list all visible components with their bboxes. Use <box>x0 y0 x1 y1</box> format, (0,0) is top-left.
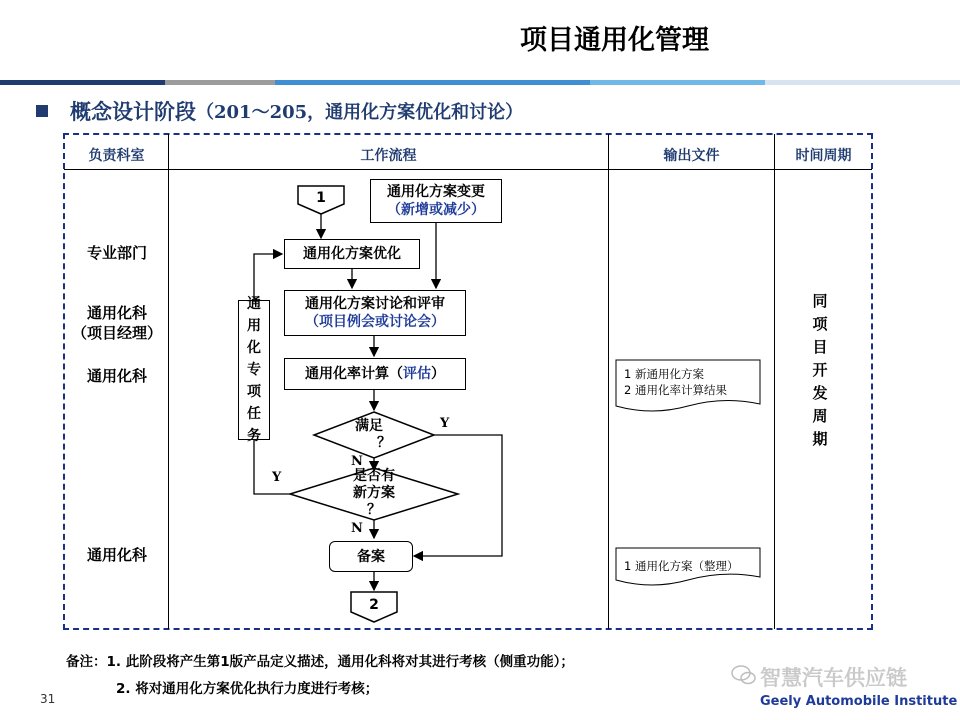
plan-change-line2: （新增或减少） <box>387 202 485 218</box>
dept-commonization-1: 通用化科 <box>86 367 147 385</box>
output-document-1-line2: 2 通用化率计算结果 <box>624 383 727 397</box>
rate-calc-prefix: 通用化率计算（ <box>305 366 403 382</box>
newplan-yes-label: Y <box>272 470 282 485</box>
dept-commonization-pm-text: 通用化科 （项目经理） <box>71 304 162 342</box>
rate-calc-highlight: 评估 <box>403 366 431 382</box>
plan-change-line1: 通用化方案变更 <box>387 184 485 200</box>
archive-box <box>329 541 413 572</box>
rate-calc-box <box>284 358 466 390</box>
chat-bubble-icon <box>731 664 757 686</box>
dept-commonization-2: 通用化科 <box>86 546 147 564</box>
slide-title: 项目通用化管理 <box>520 25 709 56</box>
time-period-label: 同项目开发周期 <box>812 292 828 448</box>
satisfy-line1: 满足 <box>355 418 383 434</box>
column-header-period: 时间周期 <box>795 148 852 164</box>
plan-optimize-label: 通用化方案优化 <box>303 246 401 262</box>
arrow-newplan-yes <box>254 440 290 494</box>
satisfy-decision-label <box>334 418 414 452</box>
newplan-line1: 是否有 <box>353 468 395 484</box>
column-header-department: 负责科室 <box>88 148 145 164</box>
satisfy-yes-label: Y <box>440 416 450 431</box>
plan-optimize-box <box>284 239 420 269</box>
rate-calc-suffix: ） <box>431 366 445 382</box>
column-header-output: 输出文件 <box>663 148 720 164</box>
plan-discuss-line2: （项目例会或讨论会） <box>305 314 445 330</box>
column-header-workflow: 工作流程 <box>360 148 417 164</box>
side-task-box <box>238 296 270 444</box>
newplan-decision-label <box>334 468 414 519</box>
plan-change-box <box>370 179 502 223</box>
end-connector-label: 2 <box>369 597 379 613</box>
output-document-1-line1: 1 新通用化方案 <box>624 367 704 381</box>
start-connector-label: 1 <box>316 190 326 206</box>
output-document-2 <box>616 554 760 578</box>
archive-label: 备案 <box>357 548 385 565</box>
output-document-2-line1: 1 通用化方案（整理） <box>624 559 739 573</box>
note-line-2: 2. 将对通用化方案优化执行力度进行考核； <box>116 681 379 697</box>
footer-brand: Geely Automobile Institute <box>760 694 958 709</box>
side-task-label: 通用化专项任务 <box>247 296 261 444</box>
satisfy-line2: ？ <box>377 435 391 451</box>
newplan-line3: ？ <box>367 502 381 518</box>
section-subtitle: （201～205，通用化方案优化和讨论） <box>196 102 524 123</box>
output-document-1 <box>616 362 760 402</box>
newplan-no-label: N <box>351 521 363 536</box>
newplan-line2: 新方案 <box>353 485 395 501</box>
satisfy-no-label: N <box>351 454 363 469</box>
watermark-text: 智慧汽车供应链 <box>760 666 907 690</box>
plan-discuss-box <box>284 290 466 336</box>
page-number: 31 <box>40 692 56 706</box>
dept-specialty: 专业部门 <box>86 244 147 262</box>
plan-discuss-line1: 通用化方案讨论和评审 <box>305 296 445 312</box>
note-line-1: 备注：1. 此阶段将产生第1版产品定义描述，通用化科将对其进行考核（侧重功能）； <box>66 654 574 670</box>
section-title: 概念设计阶段 <box>70 100 196 124</box>
